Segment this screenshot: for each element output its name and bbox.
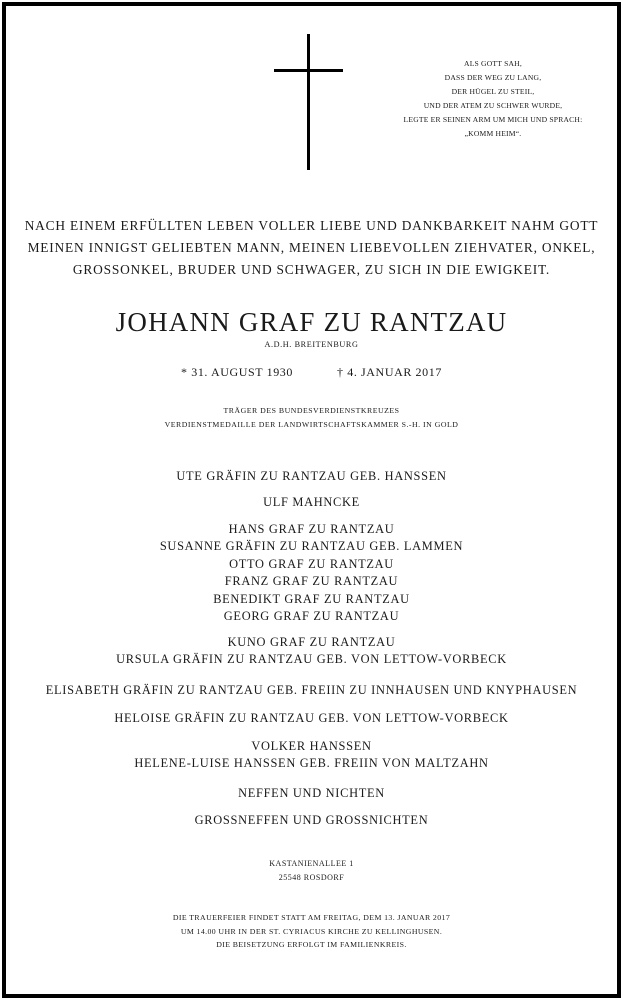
address-street: KASTANIENALLEE 1 bbox=[269, 859, 354, 868]
mourner-name: VOLKER HANSSEN bbox=[251, 739, 372, 753]
poem-line: UND DER ATEM ZU SCHWER WURDE, bbox=[423, 101, 563, 110]
deceased-house: A.D.H. BREITENBURG bbox=[264, 340, 359, 349]
mourner-name: URSULA GRÄFIN ZU RANTZAU GEB. VON LETTOW-VORBECK bbox=[116, 652, 507, 667]
mourner-name: OTTO GRAF ZU RANTZAU bbox=[229, 556, 394, 571]
death-date: † 4. JANUAR 2017 bbox=[337, 365, 442, 379]
mourner-name: HELOISE GRÄFIN ZU RANTZAU GEB. VON LETTOW-VORBECK bbox=[114, 711, 509, 725]
cross-icon bbox=[307, 34, 310, 170]
funeral-line: UM 14.00 UHR IN DER ST. CYRIACUS KIRCHE ZU KELLINGHUSEN. bbox=[180, 926, 443, 936]
mourner-name: UTE GRÄFIN ZU RANTZAU GEB. HANSSEN bbox=[176, 469, 447, 483]
honors bbox=[0, 404, 623, 431]
mourner-name: SUSANNE GRÄFIN ZU RANTZAU GEB. LAMMEN bbox=[159, 539, 464, 554]
birth-date: * 31. AUGUST 1930 bbox=[181, 365, 294, 379]
funeral-line: DIE BEISETZUNG ERFOLGT IM FAMILIENKREIS. bbox=[216, 940, 407, 949]
mourner-group bbox=[0, 682, 623, 699]
mourner-name: ELISABETH GRÄFIN ZU RANTZAU GEB. FREIIN ZU INNHAUSEN UND KNYPHAUSEN bbox=[45, 683, 578, 697]
mourner-group bbox=[0, 634, 623, 669]
address-city: 25548 ROSDORF bbox=[278, 872, 345, 882]
mourner-name: GEORG GRAF ZU RANTZAU bbox=[223, 609, 400, 624]
cross-icon-bar bbox=[274, 69, 343, 72]
mourner-name: GROSSNEFFEN UND GROSSNICHTEN bbox=[194, 813, 429, 827]
poem bbox=[373, 57, 613, 141]
intro-line: GROSSONKEL, BRUDER UND SCHWAGER, ZU SICH IN DIE EWIGKEIT. bbox=[72, 262, 551, 277]
mourner-name: HANS GRAF ZU RANTZAU bbox=[228, 522, 395, 536]
mourner-group bbox=[0, 812, 623, 829]
funeral-line: DIE TRAUERFEIER FINDET STATT AM FREITAG, DEM 13. JANUAR 2017 bbox=[172, 913, 451, 922]
mourner-name: HELENE-LUISE HANSSEN GEB. FREIIN VON MALTZAHN bbox=[134, 756, 489, 771]
honor-line: VERDIENSTMEDAILLE DER LANDWIRTSCHAFTSKAMMER S.-H. IN GOLD bbox=[164, 419, 459, 429]
intro-text bbox=[0, 215, 623, 281]
poem-line: ALS GOTT SAH, bbox=[464, 59, 522, 68]
honor-line: TRÄGER DES BUNDESVERDIENSTKREUZES bbox=[223, 406, 400, 415]
mourner-group bbox=[0, 785, 623, 802]
mourner-group bbox=[0, 521, 623, 625]
life-dates bbox=[0, 365, 623, 380]
mourner-name: FRANZ GRAF ZU RANTZAU bbox=[224, 574, 399, 589]
poem-line: „KOMM HEIM“. bbox=[464, 129, 522, 138]
mourner-name: BENEDIKT GRAF ZU RANTZAU bbox=[213, 591, 410, 606]
poem-line: DER HÜGEL ZU STEIL, bbox=[451, 87, 535, 96]
mourner-group bbox=[0, 738, 623, 773]
intro-line: NACH EINEM ERFÜLLTEN LEBEN VOLLER LIEBE UND DANKBARKEIT NAHM GOTT bbox=[24, 218, 599, 233]
poem-line: LEGTE ER SEINEN ARM UM MICH UND SPRACH: bbox=[403, 115, 583, 124]
deceased-name: JOHANN GRAF ZU RANTZAU bbox=[115, 307, 508, 337]
poem-line: DASS DER WEG ZU LANG, bbox=[444, 73, 542, 82]
address bbox=[0, 857, 623, 884]
mourner-name: KUNO GRAF ZU RANTZAU bbox=[227, 635, 396, 649]
mourner-group bbox=[0, 494, 623, 511]
mourner-group bbox=[0, 710, 623, 727]
intro-line: MEINEN INNIGST GELIEBTEN MANN, MEINEN LIEBEVOLLEN ZIEHVATER, ONKEL, bbox=[27, 240, 596, 255]
mourner-name: NEFFEN UND NICHTEN bbox=[238, 786, 385, 800]
funeral-notice bbox=[0, 911, 623, 952]
mourner-name: ULF MAHNCKE bbox=[263, 495, 360, 509]
mourner-group bbox=[0, 468, 623, 485]
